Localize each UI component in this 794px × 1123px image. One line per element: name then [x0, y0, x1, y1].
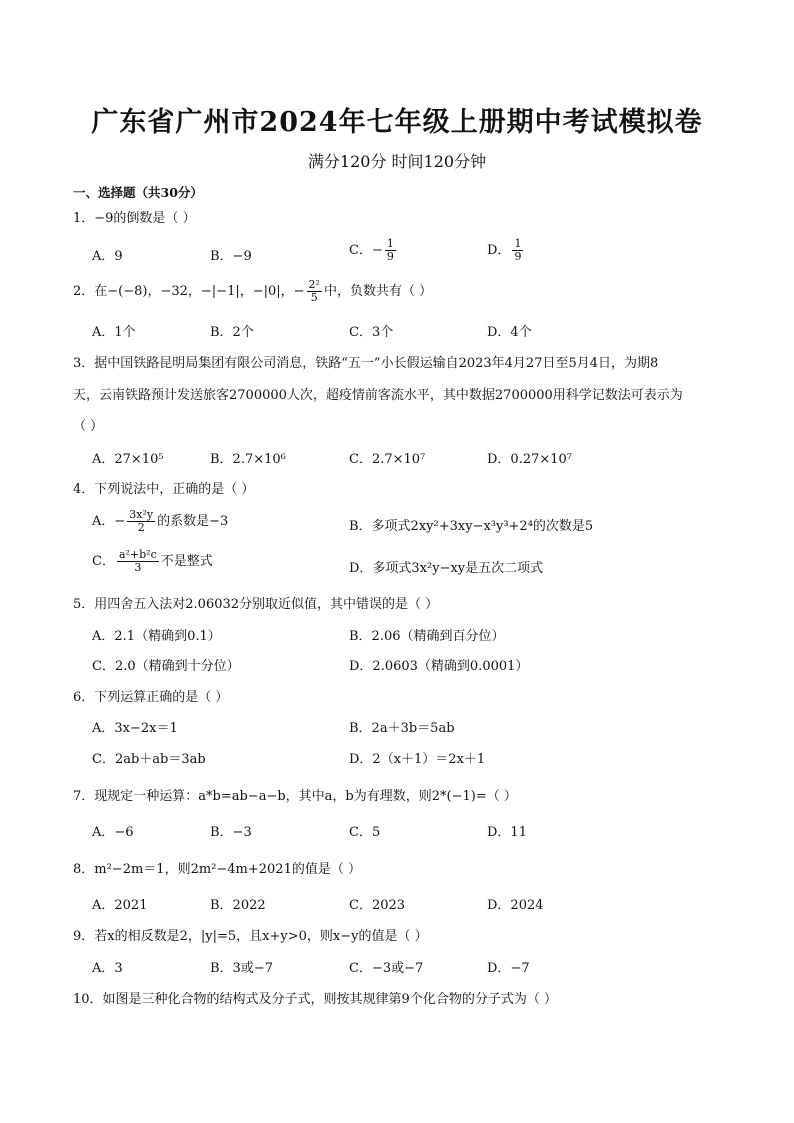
- denominator: 9: [386, 250, 394, 263]
- question-3-line-3: （ ）: [73, 419, 104, 434]
- numerator: 3x²y: [129, 508, 154, 521]
- question-3-option-b: B．2.7×10⁶: [210, 452, 286, 467]
- question-6-option-a: A．3x−2x＝1: [92, 721, 178, 736]
- numerator: 1: [386, 237, 394, 250]
- option-d-prefix: D．: [487, 243, 511, 258]
- question-3-option-c: C．2.7×10⁷: [349, 452, 426, 467]
- question-5-option-b: B．2.06（精确到百分位）: [349, 629, 505, 644]
- fraction: [307, 279, 322, 304]
- question-5-option-d: D．2.0603（精确到0.0001）: [349, 659, 529, 674]
- question-2-option-a: A．1个: [92, 325, 136, 340]
- page-subtitle: 满分120分 时间120分钟: [307, 152, 487, 171]
- question-1-stem: 1．−9的倒数是（ ）: [73, 211, 196, 226]
- question-7-option-d: D．11: [487, 825, 527, 840]
- question-6-option-c: C．2ab＋ab＝3ab: [92, 752, 206, 767]
- numerator: 1: [514, 237, 522, 250]
- question-7-option-c: C．5: [349, 825, 381, 840]
- denominator: 3: [134, 561, 142, 574]
- denominator: 2: [137, 521, 145, 534]
- question-8-option-d: D．2024: [487, 898, 544, 913]
- question-3-line-1: 3．据中国铁路昆明局集团有限公司消息，铁路“五一”小长假运输自2023年4月27日至5月4日，为期8: [73, 356, 659, 371]
- option-a-suffix: 的系数是−3: [157, 514, 229, 529]
- question-3-option-d: D．0.27×10⁷: [487, 452, 573, 467]
- question-2-option-d: D．4个: [487, 325, 532, 340]
- question-5-option-a: A．2.1（精确到0.1）: [92, 629, 221, 644]
- question-9-option-a: A．3: [92, 961, 123, 976]
- question-9-option-b: B．3或−7: [210, 961, 273, 976]
- question-9-option-c: C．−3或−7: [349, 961, 424, 976]
- question-1-option-a: A．9: [92, 249, 123, 264]
- fraction: [117, 549, 159, 574]
- question-8-option-c: C．2023: [349, 898, 406, 913]
- question-6-stem: 6．下列运算正确的是（ ）: [73, 690, 229, 705]
- question-7-stem: 7．现规定一种运算：a*b=ab−a−b，其中a，b为有理数，则2*(−1)=（ ）: [73, 789, 517, 804]
- fraction: [127, 509, 155, 534]
- question-8-option-b: B．2022: [210, 898, 266, 913]
- question-2-option-b: B．2个: [210, 325, 254, 340]
- question-6-option-b: B．2a＋3b＝5ab: [349, 721, 455, 736]
- option-c-suffix: 不是整式: [160, 554, 213, 569]
- denominator: 5: [310, 291, 318, 304]
- question-1-option-c: [349, 238, 398, 263]
- question-3-option-a: A．27×10⁵: [92, 452, 164, 467]
- question-4-stem: 4．下列说法中，正确的是（ ）: [73, 482, 255, 497]
- question-8-stem: 8．m²−2m＝1，则2m²−4m+2021的值是（ ）: [73, 862, 361, 877]
- question-1-option-d: [487, 238, 525, 263]
- section-heading: 一、选择题（共30分）: [73, 185, 203, 200]
- question-3-line-2: 天，云南铁路预计发送旅客2700000人次，超疫情前客流水平，其中数据2700000用科学记数法可表示为: [73, 388, 683, 403]
- question-9-stem: 9．若x的相反数是2，|y|=5，且x+y>0，则x−y的值是（ ）: [73, 929, 428, 944]
- stem-part-a: 2．在−(−8)，−32，−|−1|，−|0|，−: [73, 284, 305, 299]
- question-6-option-d: D．2（x＋1）＝2x＋1: [349, 752, 486, 767]
- question-4-option-c: [92, 549, 213, 574]
- option-a-prefix: A．−: [92, 514, 126, 529]
- question-10-stem: 10．如图是三种化合物的结构式及分子式，则按其规律第9个化合物的分子式为（ ）: [73, 992, 557, 1007]
- question-2-option-c: C．3个: [349, 325, 394, 340]
- denominator: 9: [514, 250, 522, 263]
- question-8-option-a: A．2021: [92, 898, 148, 913]
- numerator: a²+b²c: [118, 548, 157, 561]
- question-4-option-b: B．多项式2xy²+3xy−x³y³+2⁴的次数是5: [349, 519, 594, 534]
- question-2-stem: [73, 279, 432, 304]
- question-7-option-b: B．−3: [210, 825, 252, 840]
- question-1-option-b: B．−9: [210, 249, 252, 264]
- question-7-option-a: A．−6: [92, 825, 134, 840]
- question-5-option-c: C．2.0（精确到十分位）: [92, 659, 240, 674]
- option-c-prefix: C．: [92, 554, 115, 569]
- question-5-stem: 5．用四舍五入法对2.06032分别取近似值，其中错误的是（ ）: [73, 597, 439, 612]
- fraction: [385, 238, 396, 263]
- page-title: 广东省广州市2024年七年级上册期中考试模拟卷: [91, 107, 703, 138]
- stem-part-b: 中，负数共有（ ）: [323, 284, 433, 299]
- option-c-prefix: C．−: [349, 243, 383, 258]
- question-4-option-a: [92, 509, 228, 534]
- numerator: 2²: [308, 278, 320, 291]
- question-9-option-d: D．−7: [487, 961, 530, 976]
- question-4-option-d: D．多项式3x²y−xy是五次二项式: [349, 561, 544, 576]
- fraction: [512, 238, 523, 263]
